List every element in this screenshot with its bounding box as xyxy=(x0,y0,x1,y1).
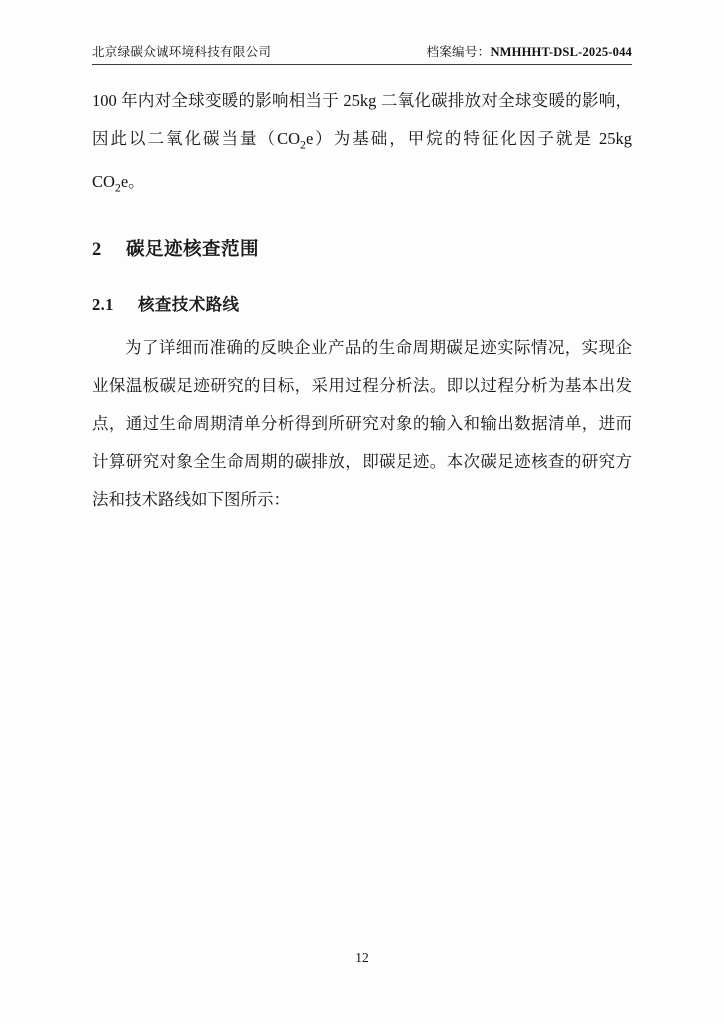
spacer xyxy=(92,321,632,329)
page-number: 12 xyxy=(355,950,369,965)
page-header xyxy=(92,42,632,65)
subscript-co2-1: 2 xyxy=(300,137,306,152)
page-content xyxy=(92,0,632,1024)
header-file-number xyxy=(426,42,632,60)
section-heading-2-1-number: 2.1 xyxy=(92,294,114,314)
paragraph-ghg-equivalence xyxy=(92,82,632,207)
section-heading-2-1-text: 核查技术路线 xyxy=(138,294,240,314)
section-heading-2-number: 2 xyxy=(92,239,102,260)
header-file-number-label: 档案编号： xyxy=(426,45,491,59)
paragraph-text-part-3: e。 xyxy=(120,172,145,192)
page-footer xyxy=(92,950,632,966)
header-file-number-value: NMHHHT-DSL-2025-044 xyxy=(490,45,632,59)
subscript-co2-2: 2 xyxy=(114,180,121,195)
paragraph-text-part-2: e）为基础，甲烷的特征化因子就是 25kg CO xyxy=(92,129,633,192)
section-heading-2-1 xyxy=(92,289,632,321)
paragraph-text-part-1: 100 年内对全球变暖的影响相当于 25kg 二氧化碳排放对全球变暖的影响，因此以二氧化碳当量（CO xyxy=(92,91,632,148)
section-heading-2-text: 碳足迹核查范围 xyxy=(126,239,260,260)
section-heading-2 xyxy=(92,233,632,267)
paragraph-technical-route: 为了详细而准确的反映企业产品的生命周期碳足迹实际情况，实现企业保温板碳足迹研究的目标，采用过程分析法。即以过程分析为基本出发点，通过生命周期清单分析得到所研究对象的输入和输出数据清单，进而计算研究对象全生命周期的碳排放，即碳足迹。本次碳足迹核查的研究方法和技术路线如下图所示： xyxy=(92,337,632,509)
header-company-name: 北京绿碳众诚环境科技有限公司 xyxy=(92,45,272,59)
page-body xyxy=(92,82,632,519)
